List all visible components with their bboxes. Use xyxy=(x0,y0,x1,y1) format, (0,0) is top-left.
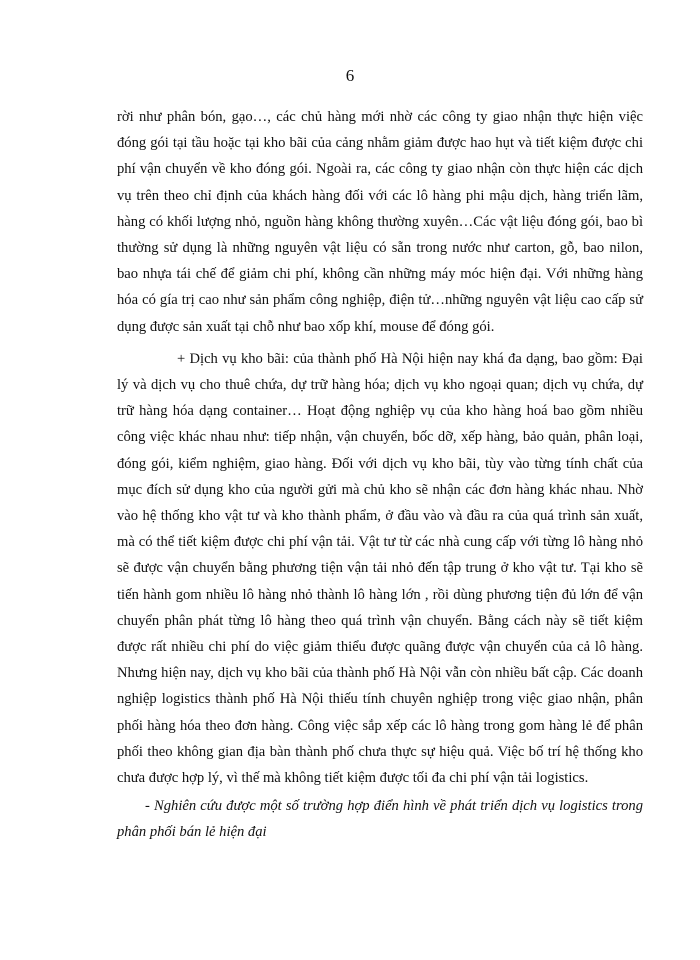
paragraph-packaging: rời như phân bón, gạo…, các chủ hàng mới nhờ các công ty giao nhận thực hiện việc đóng gói tại tầu hoặc tại kho bãi của cảng nhằm giảm được hao hụt và tiết kiệm được chi phí vận chuyển về kho đóng gói. Ngoài ra, các công ty giao nhận còn thực hiện các dịch vụ trên theo chỉ định của khách hàng đối với các lô hàng phi mậu dịch, hàng triển lãm, hàng có khối lượng nhỏ, nguồn hàng không thường xuyên…Các vật liệu đóng gói, bao bì thường sử dụng là những nguyên vật liệu có sẵn trong nước như carton, gỗ, bao nilon, bao nhựa tái chế để giảm chi phí, không cần những máy móc hiện đại. Với những hàng hóa có gía trị cao như sản phẩm công nghiệp, điện tử…những nguyên vật liệu cao cấp sử dụng được sản xuất tại chỗ như bao xốp khí, mouse để đóng gói. xyxy=(117,109,643,335)
page-number: 6 xyxy=(345,66,355,85)
document-body xyxy=(117,104,643,846)
paragraph-warehouse-services: + Dịch vụ kho bãi: của thành phố Hà Nội hiện nay khá đa dạng, bao gồm: Đại lý và dịch vụ cho thuê chứa, dự trữ hàng hóa; dịch vụ kho ngoại quan; dịch vụ chứa, dự trữ hàng hóa dạng container… Hoạt động nghiệp vụ của kho hàng hoá bao gồm nhiều công việc khác nhau như: tiếp nhận, vận chuyển, bốc dỡ, xếp hàng, bảo quản, phân loại, đóng gói, kiểm nghiệm, giao hàng. Đối với dịch vụ kho bãi, tùy vào từng tính chất của mục đích sử dụng kho của người gửi mà chủ kho sẽ nhận các đơn hàng khác nhau. Nhờ vào hệ thống kho vật tư và kho thành phẩm, ở đầu vào và đầu ra của quá trình sản xuất, mà có thể tiết kiệm được chi phí vận tải. Vật tư từ các nhà cung cấp với từng lô hàng nhỏ sẽ được vận chuyển bằng phương tiện vận tải nhỏ đến tập trung ở kho vật tư. Tại kho sẽ tiến hành gom nhiều lô hàng nhỏ thành lô hàng lớn , rồi dùng phương tiện đủ lớn để vận chuyển phân phát từng lô hàng theo quá trình vận chuyển. Bằng cách này sẽ tiết kiệm được rất nhiều chi phí do việc giảm thiểu được quãng được vận chuyển của cả lô hàng. Nhưng hiện nay, dịch vụ kho bãi của thành phố Hà Nội vẫn còn nhiều bất cập. Các doanh nghiệp logistics thành phố Hà Nội thiếu tính chuyên nghiệp trong việc giao nhận, phân phối hàng hóa theo đơn hàng. Công việc sắp xếp các lô hàng trong gom hàng lẻ để phân phối theo không gian địa bàn thành phố chưa thực sự hiệu quả. Việc bố trí hệ thống kho chưa được hợp lý, vì thế mà không tiết kiệm được tối đa chi phí vận tải logistics. xyxy=(117,350,643,787)
paragraph-case-study-heading: - Nghiên cứu được một số trường hợp điển hình về phát triển dịch vụ logistics trong phân phối bán lẻ hiện đại xyxy=(117,798,643,841)
